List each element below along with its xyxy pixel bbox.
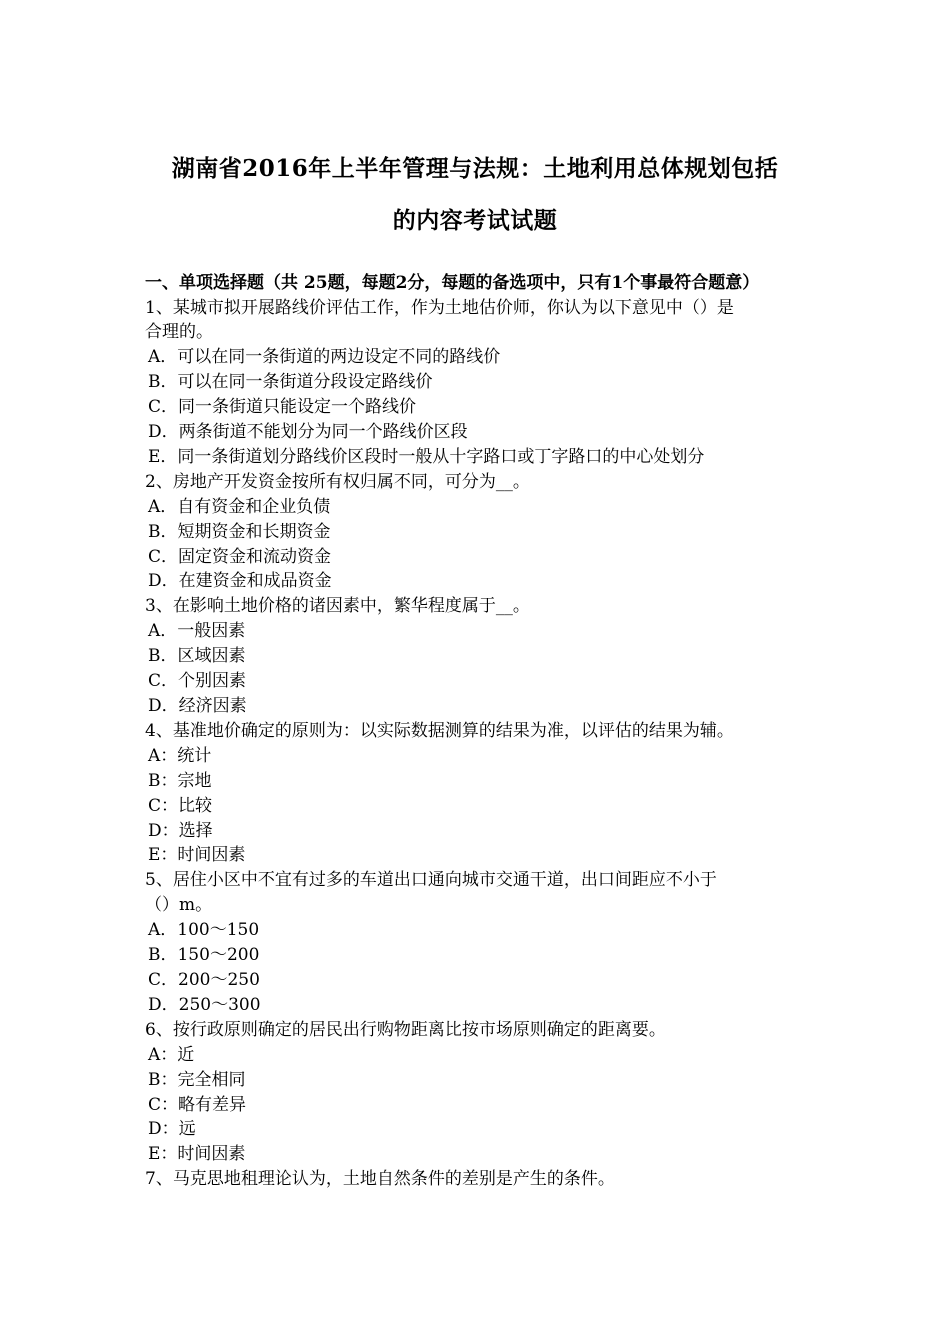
option-a: A．自有资金和企业负债	[148, 496, 331, 517]
section-heading: 一、单项选择题（共 25题，每题2分，每题的备选项中，只有1个事最符合题意）	[145, 273, 760, 293]
option-b: B．短期资金和长期资金	[148, 521, 331, 542]
option-a: A：统计	[148, 745, 212, 766]
option-c: C．200～250	[148, 969, 260, 990]
option-e: E．同一条街道划分路线价区段时一般从十字路口或丁字路口的中心处划分	[148, 446, 705, 467]
option-c: C．同一条街道只能设定一个路线价	[148, 397, 417, 418]
option-d: D．250～300	[148, 994, 261, 1015]
option-d: D．两条街道不能划分为同一个路线价区段	[148, 422, 468, 443]
question-1	[145, 296, 813, 470]
option-a: A．一般因素	[148, 621, 246, 642]
question-stem: 2、房地产开发资金按所有权归属不同，可分为__。	[145, 471, 530, 492]
option-e: E：时间因素	[148, 845, 246, 866]
option-b: B：宗地	[148, 770, 212, 791]
option-d: D．经济因素	[148, 696, 247, 716]
option-a: A．可以在同一条街道的两边设定不同的路线价	[148, 347, 501, 368]
option-b: B：完全相同	[148, 1069, 246, 1090]
option-e: E：时间因素	[148, 1144, 246, 1165]
question-stem: 6、按行政原则确定的居民出行购物距离比按市场原则确定的距离要。	[145, 1019, 666, 1040]
question-stem: 4、基准地价确定的原则为：以实际数据测算的结果为准，以评估的结果为辅。	[145, 720, 734, 741]
option-d: D．在建资金和成品资金	[148, 571, 332, 592]
option-c: C：略有差异	[148, 1094, 247, 1115]
option-b: B．可以在同一条街道分段设定路线价	[148, 372, 433, 393]
question-4	[145, 719, 813, 868]
option-c: C．固定资金和流动资金	[148, 546, 332, 567]
question-stem: 1、某城市拟开展路线价评估工作，作为土地估价师，你认为以下意见中（）是	[145, 297, 734, 318]
option-c: C：比较	[148, 795, 213, 816]
document-title-line-2: 的内容考试试题	[392, 207, 558, 234]
document-title-line-1: 湖南省2016年上半年管理与法规：土地利用总体规划包括	[171, 155, 779, 182]
question-3	[145, 594, 813, 719]
option-d: D：选择	[148, 820, 213, 841]
option-b: B．150～200	[148, 945, 260, 966]
question-stem-continued: （）m。	[145, 895, 213, 916]
question-stem: 5、居住小区中不宜有过多的车道出口通向城市交通干道，出口间距应不小于	[145, 870, 717, 891]
option-a: A：近	[148, 1044, 195, 1065]
question-6	[145, 1018, 813, 1167]
question-5	[145, 868, 813, 1017]
question-stem-continued: 合理的。	[145, 322, 213, 343]
option-d: D：远	[148, 1119, 196, 1140]
question-2	[145, 470, 813, 595]
document-body	[145, 271, 813, 1192]
question-stem: 3、在影响土地价格的诸因素中，繁华程度属于__。	[145, 596, 530, 617]
question-7	[145, 1167, 813, 1192]
question-stem: 7、马克思地租理论认为，土地自然条件的差别是产生的条件。	[145, 1169, 615, 1190]
option-b: B．区域因素	[148, 646, 246, 667]
option-c: C．个别因素	[148, 671, 247, 692]
option-a: A．100～150	[148, 920, 260, 941]
